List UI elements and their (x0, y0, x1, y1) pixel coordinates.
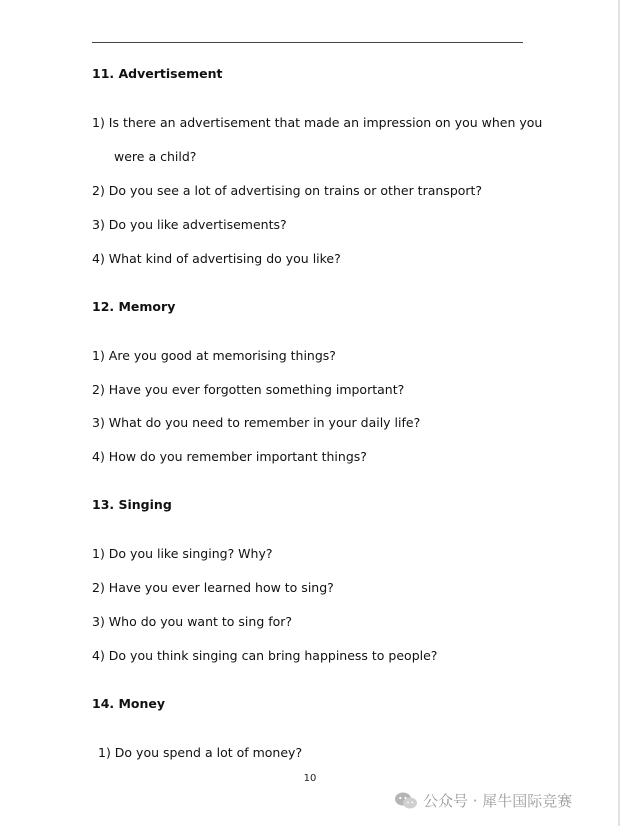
section-heading: 14. Money (92, 696, 166, 711)
question-row (92, 217, 532, 233)
wechat-icon (394, 791, 418, 811)
section-memory (92, 299, 532, 315)
section-money (92, 696, 532, 712)
section-heading: 13. Singing (92, 497, 172, 512)
question-item: 1) Do you like singing? Why? (92, 546, 273, 561)
question-item: 2) Have you ever learned how to sing? (92, 580, 334, 595)
question-item: 2) Have you ever forgotten something important? (92, 382, 405, 397)
section-advertisement (92, 66, 532, 82)
question-item: 4) How do you remember important things? (92, 449, 367, 464)
question-row (92, 648, 532, 664)
question-item: 1) Do you spend a lot of money? (98, 745, 303, 760)
watermark-text: 公众号 · 犀牛国际竞赛 (423, 792, 573, 810)
question-item: 3) Who do you want to sing for? (92, 614, 293, 629)
question-row (92, 580, 532, 596)
question-item: 2) Do you see a lot of advertising on trains or other transport? (92, 183, 483, 198)
page-number: 10 (303, 773, 317, 784)
question-item: 1) Is there an advertisement that made an impression on you when you (92, 115, 543, 130)
header-rule (92, 42, 523, 43)
question-row (92, 251, 532, 267)
section-heading: 11. Advertisement (92, 66, 223, 81)
question-list (92, 115, 543, 131)
question-row (92, 546, 532, 562)
section-singing (92, 497, 532, 513)
question-row (98, 745, 538, 761)
question-item: 3) What do you need to remember in your daily life? (92, 415, 421, 430)
question-item: 3) Do you like advertisements? (92, 217, 287, 232)
question-item: 4) What kind of advertising do you like? (92, 251, 341, 266)
question-row (92, 348, 532, 364)
watermark (394, 790, 572, 811)
question-item-continued: were a child? (114, 149, 197, 164)
section-heading: 12. Memory (92, 299, 176, 314)
question-row (92, 183, 532, 199)
question-continuation (114, 149, 554, 165)
question-row (92, 449, 532, 465)
question-row (92, 415, 532, 431)
question-row (92, 382, 532, 398)
question-item: 4) Do you think singing can bring happiness to people? (92, 648, 438, 663)
question-row (92, 614, 532, 630)
question-item: 1) Are you good at memorising things? (92, 348, 336, 363)
